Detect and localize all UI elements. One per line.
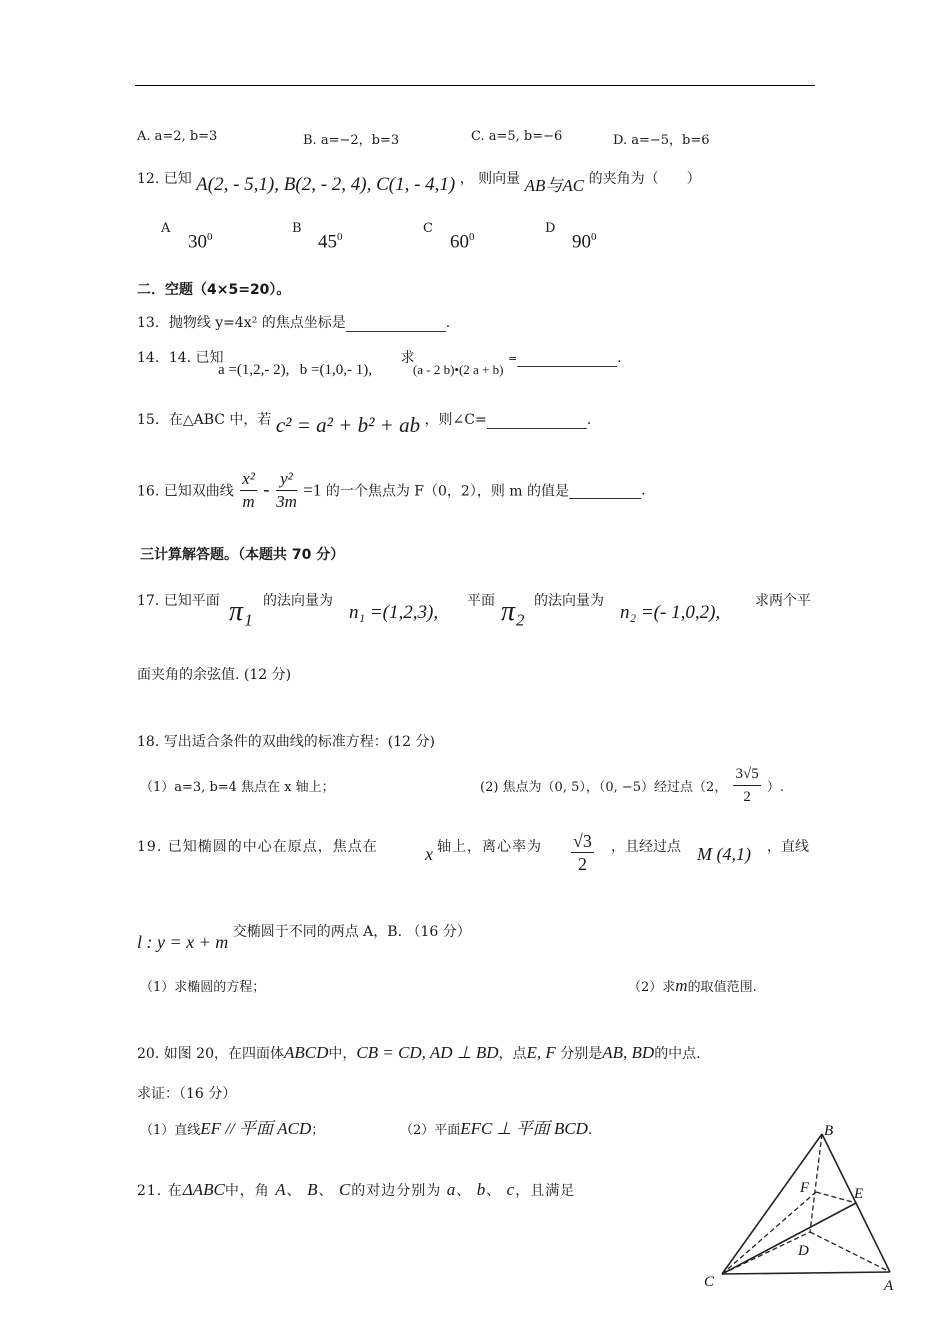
q11-option-b: B. a=−2，b=3 <box>303 133 400 148</box>
label-d: D <box>798 1243 809 1259</box>
q12-prefix: 12. 已知 <box>137 171 192 187</box>
q20-part2: （2）平面EFC ⊥ 平面 BCD. <box>400 1119 593 1138</box>
q15-end: . <box>586 412 592 428</box>
q17-line2: 面夹角的余弦值. (12 分) <box>137 667 292 683</box>
q12-mid: ， 则向量 <box>459 171 521 187</box>
q20-line2: 求证：（16 分） <box>137 1086 237 1102</box>
q16-eq: =1 <box>303 480 322 500</box>
q16-prefix: 16. 已知双曲线 <box>137 483 234 500</box>
q14-answer-blank[interactable] <box>517 350 617 367</box>
tetrahedron-figure <box>690 1120 920 1340</box>
q17-t3: 的法向量为 <box>534 593 604 609</box>
q17-t1: 的法向量为 <box>263 593 333 609</box>
q20-part1: （1）直线EF // 平面 ACD； <box>140 1119 325 1138</box>
q19-part2: （2）求m的取值范围. <box>628 976 757 995</box>
q18-part2 <box>480 763 784 808</box>
edge-da <box>810 1232 890 1272</box>
label-c: C <box>704 1274 715 1290</box>
q12-option-d-letter: D <box>545 221 556 236</box>
q14-b-vector: b =(1,0,- 1), <box>299 362 372 378</box>
segment-fe <box>816 1192 856 1203</box>
q11-option-a: A. a=2, b=3 <box>137 129 218 144</box>
q12-option-d-value: $90^0$ <box>572 231 597 253</box>
q17-pi2: π₂ <box>501 596 525 627</box>
q20-condition: CB = CD, AD ⊥ BD <box>356 1043 499 1062</box>
edge-ce <box>722 1203 856 1274</box>
q21-angle-a: A <box>275 1180 287 1199</box>
q15 <box>137 405 592 437</box>
edge-ca <box>722 1272 890 1274</box>
q19-part2-m: m <box>675 976 688 995</box>
q14-expression: (a - 2 b)•(2 a + b) <box>412 362 504 377</box>
q15-answer-blank[interactable] <box>487 412 587 429</box>
q19-t3: ，直线 <box>767 839 809 855</box>
q16-answer-blank[interactable] <box>569 482 641 499</box>
q21-side-b: b <box>476 1180 487 1199</box>
label-e: E <box>854 1186 864 1202</box>
q20-abbd: AB, BD <box>602 1043 655 1062</box>
q20-part1-expr: EF // 平面 ACD <box>200 1119 312 1138</box>
q12-option-b-letter: B <box>292 221 302 236</box>
segment-cf <box>722 1192 816 1274</box>
label-f: F <box>800 1180 810 1196</box>
q20-line1: 20. 如图 20，在四面体ABCD中，CB = CD, AD ⊥ BD，点E, F 分别是AB, BD的中点. <box>137 1043 701 1062</box>
q19-t2: ，且经过点 <box>611 839 681 855</box>
q21: 21. 在ΔABC中，角 A、 B、 C的对边分别为 a、 b、 c，且满足 <box>137 1180 576 1199</box>
q21-side-a: a <box>446 1180 457 1199</box>
q17-n1: n₁ =(1,2,3), <box>349 602 439 623</box>
q19-x: x <box>425 844 433 864</box>
q20-ef: E, F <box>526 1043 556 1062</box>
label-b: B <box>824 1123 834 1139</box>
q19-line-l: l : y = x + m <box>137 932 229 952</box>
q19-line2 <box>137 920 471 952</box>
q12-option-c-value: $60^0$ <box>450 231 475 253</box>
q21-triangle: ΔABC <box>182 1180 225 1199</box>
q19-eccentricity: $\frac{√3}{2}$ <box>573 831 592 874</box>
q16-end: . <box>641 482 646 499</box>
q18-part2-fraction: $\frac{3√5}{2}$ <box>733 763 760 808</box>
label-a: A <box>884 1278 894 1294</box>
q14-a-vector: a =(1,2,- 2), <box>217 362 290 378</box>
q16 <box>137 468 645 513</box>
q18-part2-prefix: (2) 焦点为（0, 5），（0, −5）经过点（2， <box>480 780 728 795</box>
q19-part1: （1）求椭圆的方程； <box>140 980 266 995</box>
q12-stem <box>137 163 701 195</box>
q12-option-a-value: $30^0$ <box>188 231 213 253</box>
q15-mid: ，则∠C= <box>424 412 487 428</box>
q16-minus: - <box>263 479 270 501</box>
q14-ask: 求 <box>400 350 415 366</box>
q16-fraction-y: $\frac{\text{y²}}{3m}$ <box>276 469 297 511</box>
q21-angle-c: C <box>338 1180 352 1199</box>
q12-option-a-letter: A <box>161 221 171 236</box>
header-rule <box>135 85 815 86</box>
q20-part2-expr: EFC ⊥ 平面 BCD <box>460 1119 588 1138</box>
q17-t2: 平面 <box>467 593 495 609</box>
q12-option-c-letter: C <box>423 221 433 236</box>
q11-option-c: C. a=5, b=−6 <box>471 129 563 144</box>
q21-side-c: c <box>506 1180 516 1199</box>
q13-text: 13．抛物线 y=4x² 的焦点坐标是 <box>137 315 346 331</box>
q13-end: . <box>445 315 451 331</box>
q19-t1: 轴上，离心率为 <box>437 839 542 855</box>
section2-title: 二．空题（4×5=20）。 <box>137 282 291 298</box>
q13 <box>137 312 450 332</box>
q18-part1: （1）a=3, b=4 焦点在 x 轴上； <box>140 780 335 795</box>
q12-suffix: 的夹角为（ ） <box>588 171 701 187</box>
q18-part2-suffix: ）. <box>766 780 784 795</box>
q20-abcd: ABCD <box>283 1043 329 1062</box>
q14-end: . <box>617 350 622 366</box>
q12-points: A(2, - 5,1), B(2, - 2, 4), C(1, - 4,1) <box>196 174 456 195</box>
q14-prefix: 14．14. 已知 <box>137 350 224 366</box>
q14 <box>137 347 622 378</box>
section3-title: 三计算解答题。（本题共 70 分） <box>140 547 345 563</box>
q15-prefix: 15．在△ABC 中，若 <box>137 412 272 428</box>
q17-t4: 求两个平 <box>755 593 811 609</box>
q17-n2: n₂ =(- 1,0,2), <box>620 602 721 623</box>
q15-formula: c² = a² + b² + ab <box>275 413 421 437</box>
q19-t4: 交椭圆于不同的两点 A，B. （16 分） <box>232 924 471 940</box>
q12-option-b-value: $45^0$ <box>318 231 343 253</box>
q17-prefix: 17. 已知平面 <box>137 593 220 609</box>
q16-suffix: 的一个焦点为 F（0，2），则 m 的值是 <box>325 483 569 500</box>
q17-pi1: π₁ <box>229 596 253 627</box>
q13-answer-blank[interactable] <box>346 315 446 332</box>
q11-option-d: D. a=−5，b=6 <box>613 133 710 148</box>
q16-fraction-x: $\frac{\text{x²}}{m}$ <box>242 469 255 511</box>
q12-vectors: AB与AC <box>524 176 585 195</box>
q19-point: M (4,1) <box>697 844 751 864</box>
q18-title: 18. 写出适合条件的双曲线的标准方程：(12 分) <box>137 734 435 750</box>
q19-prefix: 19. 已知椭圆的中心在原点，焦点在 <box>137 839 378 855</box>
q17-line1 <box>137 590 817 627</box>
q14-eq: = <box>507 352 518 365</box>
q21-angle-b: B <box>307 1180 319 1199</box>
